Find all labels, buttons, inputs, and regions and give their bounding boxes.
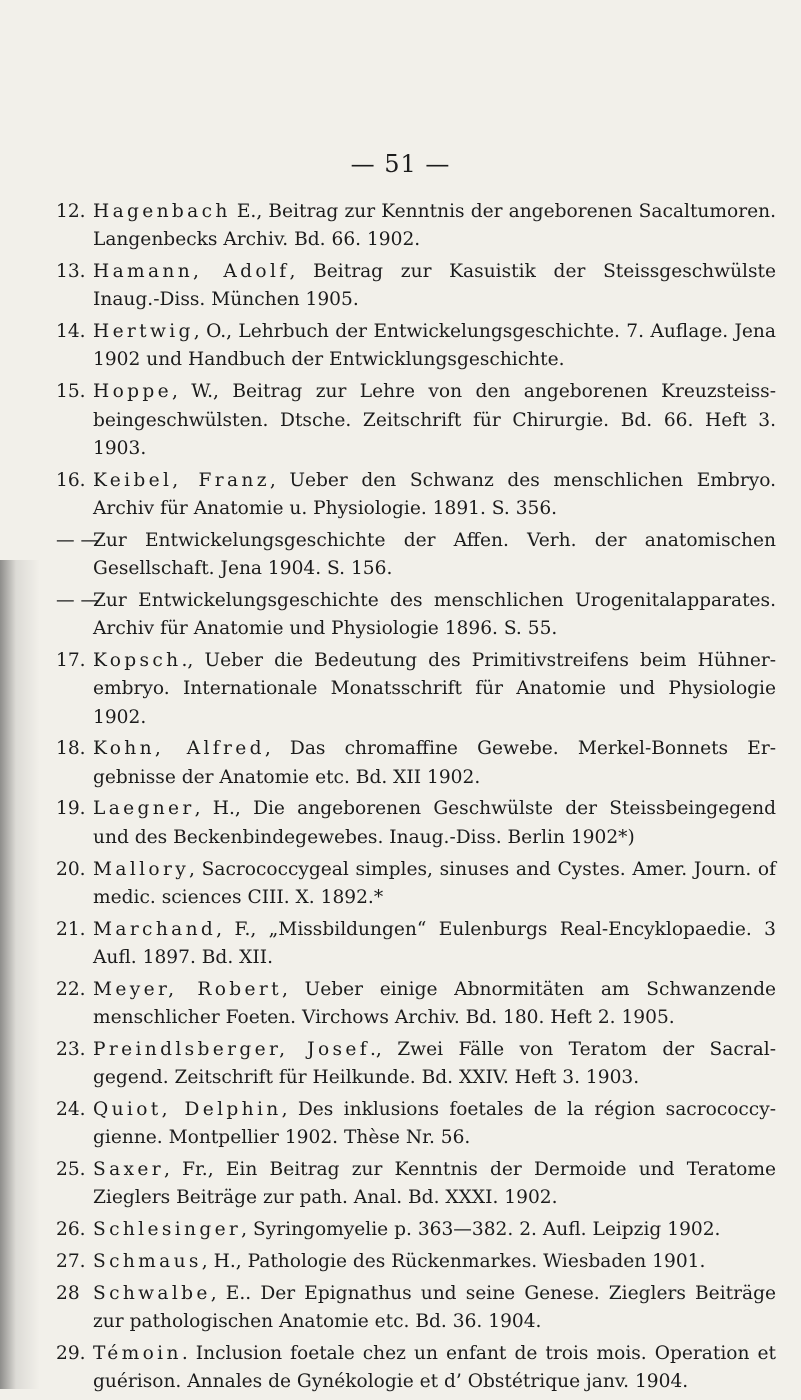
reference-number: 16. bbox=[56, 469, 86, 491]
reference-text: , H., Die angeborenen Geschwülste der Steissbeingegend und des Beckenbindegewebes. Inaug.-Diss. Berlin 1902*) bbox=[93, 798, 776, 848]
reference-item bbox=[58, 647, 776, 732]
reference-item bbox=[58, 587, 776, 644]
reference-author: Hagenbach bbox=[93, 201, 231, 222]
reference-item bbox=[58, 378, 776, 463]
reference-number: 21. bbox=[56, 918, 86, 940]
reference-item bbox=[58, 1036, 776, 1093]
reference-author: Hoppe bbox=[93, 381, 172, 403]
reference-author: Meyer, Robert bbox=[93, 978, 282, 1000]
reference-number: 28 bbox=[56, 1282, 80, 1304]
reference-item bbox=[58, 1216, 776, 1244]
reference-text: . Inclusion foetale chez un enfant de trois mois. Operation et guérison. Annales de Gynékologie et d’ Obstétrique janv. 1904. bbox=[93, 1342, 776, 1393]
reference-author: Quiot, Delphin bbox=[93, 1098, 282, 1120]
binding-edge-shadow bbox=[0, 560, 40, 1389]
reference-text: , Sacrococcygeal simples, sinuses and Cystes. Amer. Journ. of medic. sciences CIII. X. 1892.* bbox=[93, 858, 776, 908]
reference-author: Saxer bbox=[93, 1159, 164, 1180]
reference-text: , Syringomyelie p. 363—382. 2. Aufl. Leipzig 1902. bbox=[241, 1219, 721, 1241]
reference-author: Schwalbe bbox=[93, 1282, 211, 1304]
reference-author: Schlesinger bbox=[93, 1219, 242, 1241]
reference-number: 20. bbox=[56, 858, 86, 880]
reference-author: Hamann, Adolf bbox=[93, 261, 290, 283]
reference-number: 17. bbox=[56, 649, 86, 671]
reference-number: — — bbox=[56, 529, 100, 551]
reference-item bbox=[58, 1156, 776, 1213]
reference-text: , E.. Der Epignathus und seine Genese. Zieglers Beiträge zur pathologischen Anatomie etc. Bd. 36. 1904. bbox=[93, 1282, 776, 1332]
reference-number: 23. bbox=[56, 1038, 86, 1060]
reference-text: , H., Pathologie des Rückenmarkes. Wiesbaden 1901. bbox=[201, 1250, 706, 1272]
reference-number: 18. bbox=[56, 738, 86, 760]
reference-text: , Ueber einige Abnormitäten am Schwanzende menschlicher Foeten. Virchows Archiv. Bd. 180. Heft 2. 1905. bbox=[93, 978, 777, 1029]
reference-text: , Das chromaffine Gewebe. Merkel-Bonnets Er-gebnisse der Anatomie etc. Bd. XII 1902. bbox=[93, 738, 776, 788]
reference-text: ., Zwei Fälle von Teratom der Sacral-gegend. Zeitschrift für Heilkunde. Bd. XXIV. Heft 3. 1903. bbox=[93, 1038, 776, 1089]
reference-item bbox=[58, 735, 776, 792]
reference-number: 13. bbox=[56, 261, 86, 283]
reference-text: , Fr., Ein Beitrag zur Kenntnis der Dermoide und Teratome Zieglers Beiträge zur path. Anal. Bd. XXXI. 1902. bbox=[93, 1159, 776, 1209]
reference-text: , F., „Missbildungen“ Eulenburgs Real-Encyklopaedie. 3 Aufl. 1897. Bd. XII. bbox=[93, 918, 776, 968]
reference-text: , W., Beitrag zur Lehre von den angeborenen Kreuzsteiss-beingeschwülsten. Dtsche. Zeitschrift für Chirurgie. Bd. 66. Heft 3. 1903. bbox=[93, 381, 776, 459]
reference-item bbox=[58, 1248, 776, 1276]
reference-author: Laegner bbox=[93, 798, 195, 820]
reference-author: Témoin bbox=[93, 1342, 182, 1364]
reference-item bbox=[58, 795, 776, 852]
reference-author: Kohn, Alfred bbox=[93, 738, 265, 760]
reference-item bbox=[58, 1280, 776, 1337]
reference-item bbox=[58, 198, 776, 255]
reference-item bbox=[58, 258, 776, 315]
reference-author: Preindlsberger, Josef bbox=[93, 1038, 370, 1060]
reference-text: , Des inklusions foetales de la région sacrococcy-gienne. Montpellier 1902. Thèse Nr. 56. bbox=[93, 1098, 777, 1149]
reference-text: E., Beitrag zur Kenntnis der angeborenen Sacaltumoren. Langenbecks Archiv. Bd. 66. 1902. bbox=[93, 201, 776, 251]
reference-number: 27. bbox=[56, 1250, 86, 1272]
reference-item bbox=[58, 1340, 776, 1397]
reference-text: , Beitrag zur Kasuistik der Steissgeschwülste Inaug.-Diss. München 1905. bbox=[93, 261, 777, 311]
reference-number: 22. bbox=[56, 978, 86, 1000]
reference-list bbox=[58, 198, 776, 1400]
reference-item bbox=[58, 856, 776, 913]
reference-number: 25. bbox=[56, 1159, 86, 1180]
reference-author: Schmaus bbox=[93, 1250, 202, 1272]
reference-author: Kopsch bbox=[93, 649, 182, 671]
reference-number: 12. bbox=[56, 201, 86, 222]
reference-number: 26. bbox=[56, 1219, 86, 1241]
reference-text: Zur Entwickelungsgeschichte der Affen. Verh. der anatomischen Gesellschaft. Jena 1904. S. 156. bbox=[93, 529, 776, 580]
reference-text: ., Ueber die Bedeutung des Primitivstreifens beim Hühner-embryo. Internationale Monatsschrift für Anatomie und Physiologie 1902. bbox=[93, 649, 776, 728]
reference-author: Marchand bbox=[93, 918, 217, 940]
reference-text: , Ueber den Schwanz des menschlichen Embryo. Archiv für Anatomie u. Physiologie. 1891. S. 356. bbox=[93, 469, 777, 519]
reference-item bbox=[58, 916, 776, 973]
page-number: — 51 — bbox=[350, 150, 451, 178]
reference-text: , O., Lehrbuch der Entwickelungsgeschichte. 7. Auflage. Jena 1902 und Handbuch der Entwicklungsgeschichte. bbox=[93, 321, 776, 371]
reference-item bbox=[58, 527, 776, 584]
reference-author: Hertwig bbox=[93, 321, 194, 343]
reference-number: 29. bbox=[56, 1342, 86, 1364]
reference-item bbox=[58, 976, 776, 1033]
reference-author: Keibel, Franz bbox=[93, 469, 270, 491]
reference-number: 19. bbox=[56, 798, 86, 820]
reference-number: 14. bbox=[56, 321, 86, 343]
reference-item bbox=[58, 318, 776, 375]
reference-item bbox=[58, 1096, 776, 1153]
reference-number: — — bbox=[56, 589, 100, 611]
reference-number: 15. bbox=[56, 381, 86, 403]
reference-author: Mallory bbox=[93, 858, 190, 880]
reference-item bbox=[58, 467, 776, 524]
reference-number: 24. bbox=[56, 1098, 86, 1120]
reference-text: Zur Entwickelungsgeschichte des menschlichen Urogenitalapparates. Archiv für Anatomie und Physiologie 1896. S. 55. bbox=[93, 589, 776, 640]
